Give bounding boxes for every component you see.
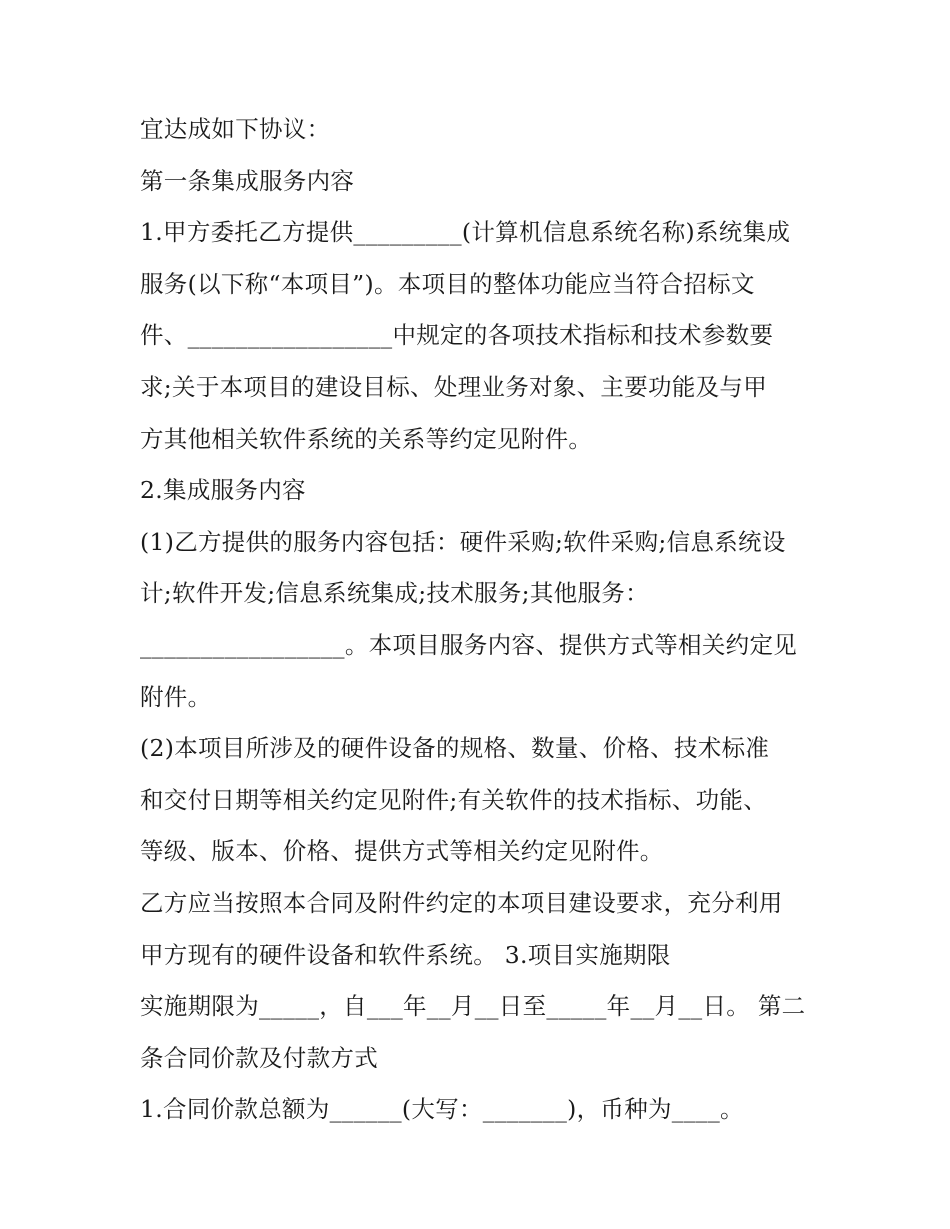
text-line: 求;关于本项目的建设目标、处理业务对象、主要功能及与甲 [140,372,768,401]
section-heading: 条合同价款及付款方式 [140,1043,378,1072]
text-line: 服务(以下称“本项目”)。本项目的整体功能应当符合招标文 [140,269,755,298]
text-line: 计;软件开发;信息系统集成;技术服务;其他服务： [140,579,649,608]
text-line: 实施期限为_____，自___年__月__日至_____年__月__日。 第二 [140,992,806,1021]
text-line: _________________。本项目服务内容、提供方式等相关约定见 [140,630,798,659]
text-line: (1)乙方提供的服务内容包括：硬件采购;软件采购;信息系统设 [140,527,786,556]
section-heading: 第一条集成服务内容 [140,166,355,195]
text-line: 等级、版本、价格、提供方式等相关约定见附件。 [140,837,664,866]
text-line: 附件。 [140,682,212,711]
text-line: 和交付日期等相关约定见附件;有关软件的技术指标、功能、 [140,785,768,814]
text-line: 件、_________________中规定的各项技术指标和技术参数要 [140,321,774,350]
text-line: 1.合同价款总额为______(大写：_______)，币种为____。 [140,1095,744,1124]
text-line: 宜达成如下协议： [140,115,331,143]
subsection-heading: 2.集成服务内容 [140,476,306,505]
text-line: 甲方现有的硬件设备和软件系统。 3.项目实施期限 [140,940,671,969]
text-line: 方其他相关软件系统的关系等约定见附件。 [140,424,593,453]
text-line: (2)本项目所涉及的硬件设备的规格、数量、价格、技术标准 [140,734,770,763]
document-body [140,104,820,1136]
text-line: 1.甲方委托乙方提供_________(计算机信息系统名称)系统集成 [140,218,791,247]
text-line: 乙方应当按照本合同及附件约定的本项目建设要求，充分利用 [140,888,783,917]
